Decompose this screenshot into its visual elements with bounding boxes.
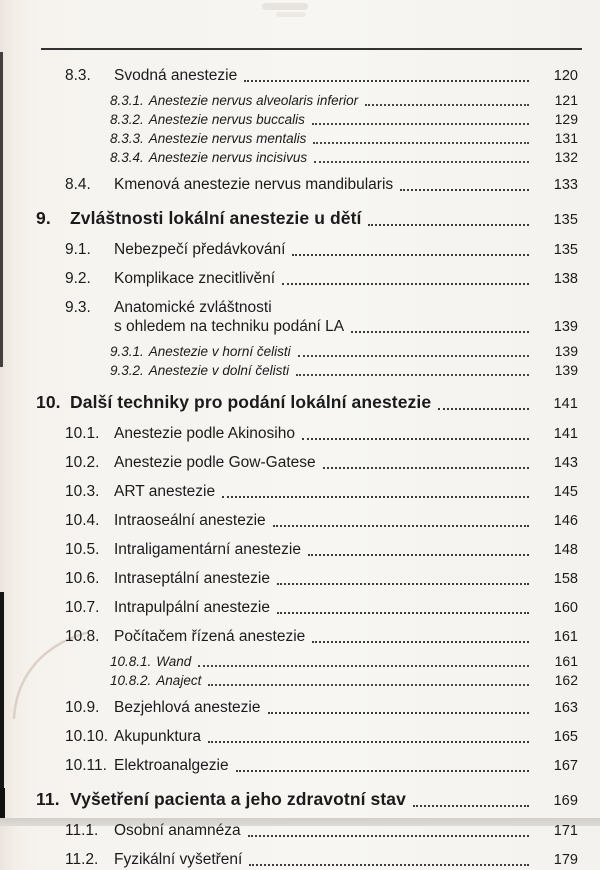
dot-leader <box>296 374 529 376</box>
toc-entry-number: 10.6. <box>65 570 100 587</box>
toc-entry-body <box>70 391 578 415</box>
dot-leader <box>312 641 529 643</box>
toc-entry <box>0 569 600 589</box>
toc-entry-title: Anestezie podle Gow-Gatese <box>114 454 316 471</box>
toc-entry-title: Elektroanalgezie <box>114 757 229 774</box>
toc-entry-title: Kmenová anestezie nervus mandibularis <box>114 176 394 193</box>
toc-entry-page-number: 143 <box>553 455 578 471</box>
toc-entry-title-line <box>114 175 578 195</box>
toc-entry-page-number: 139 <box>554 343 578 359</box>
toc-entry-title: Anaject <box>156 673 202 688</box>
toc-entry-page-number: 169 <box>553 793 578 809</box>
dot-leader <box>208 684 529 686</box>
toc-entry-page-number: 139 <box>554 362 578 378</box>
dot-leader <box>249 864 529 866</box>
toc-entry-title-line <box>156 653 578 670</box>
toc-entry-title-line <box>114 698 578 718</box>
toc-entry-page-number: 179 <box>553 852 578 868</box>
toc-entry-page-number: 133 <box>553 177 578 193</box>
toc-entry-page-number: 146 <box>553 513 578 529</box>
toc-entry-page-number: 163 <box>553 700 578 716</box>
toc-entry <box>0 130 600 147</box>
toc-entry-title-line <box>114 424 578 444</box>
toc-entry-title-line <box>114 453 578 473</box>
dot-leader <box>298 355 529 357</box>
toc-entry-title: Nebezpečí předávkování <box>114 241 286 258</box>
toc-entry-number: 8.3. <box>65 67 91 84</box>
toc-entry-title-line <box>156 672 578 689</box>
dot-leader <box>312 123 529 125</box>
toc-entry <box>0 362 600 379</box>
toc-entry <box>0 207 600 231</box>
toc-entry-title-line <box>114 240 578 260</box>
toc-entry <box>0 727 600 747</box>
toc-entry-title: Anestezie nervus mentalis <box>148 131 307 146</box>
toc-entry-title: Zvláštnosti lokální anestezie u dětí <box>70 208 362 228</box>
toc-entry <box>0 788 600 812</box>
toc-entry-body <box>114 540 578 560</box>
dot-leader <box>400 189 529 191</box>
toc-entry-title-line <box>70 207 578 231</box>
toc-entry-title-line <box>149 362 578 379</box>
dot-leader <box>323 467 529 469</box>
toc-entry-title-line <box>114 482 578 502</box>
dot-leader <box>368 224 529 226</box>
dot-leader <box>248 835 529 837</box>
toc-entry-title: Další techniky pro podání lokální anestezie <box>70 392 432 412</box>
toc-entry-title-line <box>149 149 578 166</box>
toc-entry-title-line <box>114 727 578 747</box>
toc-entry-number: 9.3.2. <box>110 363 144 378</box>
toc-entry-title: Akupunktura <box>114 728 202 745</box>
toc-entry-number: 10.2. <box>65 454 100 471</box>
toc-entry <box>0 298 600 337</box>
toc-entry-body <box>149 149 578 166</box>
toc-entry-page-number: 165 <box>553 729 578 745</box>
toc-entry <box>0 672 600 689</box>
page-top-rule <box>41 48 582 50</box>
toc-entry-body <box>114 66 578 86</box>
toc-entry-title-continued: s ohledem na techniku podání LA <box>114 318 345 335</box>
toc-entry-title-line <box>149 130 578 147</box>
toc-entry-title: Anestezie nervus alveolaris inferior <box>148 93 359 108</box>
dot-leader <box>198 665 529 667</box>
toc-entry-number: 10.3. <box>65 483 100 500</box>
toc-entry <box>0 698 600 718</box>
toc-entry-number: 10.4. <box>65 512 100 529</box>
toc-entry-title: Fyzikální vyšetření <box>114 851 243 868</box>
toc-entry-title-line <box>114 66 578 86</box>
toc-entry-title: Anestezie v dolní čelisti <box>148 363 290 378</box>
toc-entry-number: 8.3.2. <box>110 112 144 127</box>
toc-entry-title-line <box>114 850 578 870</box>
dot-leader <box>302 438 529 440</box>
toc-entry <box>0 482 600 502</box>
dot-leader <box>222 496 529 498</box>
toc-entry-number: 10.8.2. <box>110 673 152 688</box>
toc-entry-body <box>149 111 578 128</box>
toc-entry <box>0 850 600 870</box>
toc-entry <box>0 540 600 560</box>
toc-entry-title: Bezjehlová anestezie <box>114 699 261 716</box>
toc-entry-number: 8.3.1. <box>110 93 144 108</box>
toc-entry-title: Počítačem řízená anestezie <box>114 628 306 645</box>
table-of-contents <box>0 57 600 870</box>
toc-entry-number: 11.1. <box>65 822 99 839</box>
toc-entry-title-line <box>114 511 578 531</box>
toc-entry <box>0 653 600 670</box>
dot-leader <box>308 554 529 556</box>
toc-entry-body <box>149 343 578 360</box>
toc-entry <box>0 92 600 109</box>
toc-entry-number: 11. <box>36 789 60 809</box>
toc-entry-number: 9.3. <box>65 299 91 316</box>
toc-entry-page-number: 161 <box>553 629 578 645</box>
toc-entry-body <box>114 240 578 260</box>
toc-entry-body <box>156 672 578 689</box>
toc-entry-title-line <box>149 111 578 128</box>
toc-entry-title-line <box>149 343 578 360</box>
toc-entry <box>0 149 600 166</box>
toc-entry-title: Anatomické zvláštnosti <box>114 299 272 316</box>
dot-leader <box>244 80 529 82</box>
dot-leader <box>236 770 529 772</box>
toc-entry-page-number: 158 <box>553 571 578 587</box>
toc-entry-title: Anestezie v horní čelisti <box>148 344 291 359</box>
toc-entry-page-number: 120 <box>553 68 578 84</box>
toc-entry-title-line <box>114 598 578 618</box>
toc-entry-number: 9. <box>36 208 51 228</box>
dot-leader <box>413 805 529 807</box>
toc-entry-body <box>114 511 578 531</box>
toc-entry-page-number: 160 <box>553 600 578 616</box>
toc-entry-number: 11.2. <box>65 851 99 868</box>
toc-entry-title: Intraseptální anestezie <box>114 570 270 587</box>
toc-entry-title-line <box>114 756 578 776</box>
toc-entry-body <box>149 362 578 379</box>
toc-entry-body <box>114 298 578 337</box>
toc-entry-page-number: 162 <box>554 672 578 688</box>
toc-entry <box>0 627 600 647</box>
toc-entry-number: 8.3.3. <box>110 131 144 146</box>
toc-entry-body <box>114 269 578 289</box>
toc-entry-page-number: 171 <box>553 823 578 839</box>
toc-entry <box>0 453 600 473</box>
toc-entry-body <box>114 569 578 589</box>
toc-entry-title: Komplikace znecitlivění <box>114 270 276 287</box>
toc-entry-body <box>114 627 578 647</box>
toc-entry-page-number: 167 <box>553 758 578 774</box>
toc-entry-title-line <box>114 298 578 317</box>
toc-entry-page-number: 131 <box>554 130 578 146</box>
dot-leader <box>314 161 529 163</box>
toc-entry-number: 10.1. <box>65 425 100 442</box>
dot-leader <box>277 583 529 585</box>
dot-leader <box>292 254 529 256</box>
toc-entry <box>0 424 600 444</box>
toc-entry-title: Vyšetření pacienta a jeho zdravotní stav <box>70 789 406 809</box>
toc-entry-body <box>114 756 578 776</box>
toc-entry-body <box>70 788 578 812</box>
toc-entry-title-line <box>114 627 578 647</box>
toc-entry-body <box>149 130 578 147</box>
dot-leader <box>282 283 529 285</box>
toc-entry-page-number: 139 <box>553 319 578 335</box>
toc-entry-body <box>114 175 578 195</box>
toc-entry-title-line <box>114 269 578 289</box>
toc-entry-title: Intraligamentární anestezie <box>114 541 301 558</box>
toc-entry-number: 10.9. <box>65 699 100 716</box>
toc-entry-page-number: 129 <box>554 111 578 127</box>
dot-leader <box>208 741 529 743</box>
toc-entry <box>0 343 600 360</box>
toc-entry-body <box>114 821 578 841</box>
toc-entry-title-line <box>114 540 578 560</box>
toc-entry-title: Intrapulpální anestezie <box>114 599 270 616</box>
toc-entry <box>0 756 600 776</box>
toc-entry-body <box>114 424 578 444</box>
toc-entry-page-number: 135 <box>553 242 578 258</box>
toc-entry-number: 10.11. <box>65 757 107 774</box>
toc-entry-body <box>114 482 578 502</box>
toc-entry-number: 8.3.4. <box>110 150 144 165</box>
scan-smudge-artifact <box>262 3 308 10</box>
toc-entry-title: Anestezie nervus buccalis <box>148 112 305 127</box>
toc-entry-page-number: 132 <box>554 149 578 165</box>
toc-entry <box>0 66 600 86</box>
toc-entry-number: 10.7. <box>65 599 100 616</box>
toc-entry <box>0 269 600 289</box>
toc-entry-title: Anestezie podle Akinosiho <box>114 425 295 442</box>
toc-entry-title: ART anestezie <box>114 483 216 500</box>
toc-entry <box>0 111 600 128</box>
toc-entry-body <box>156 653 578 670</box>
toc-entry-number: 8.4. <box>65 176 91 193</box>
toc-entry-body <box>114 598 578 618</box>
toc-entry-number: 10.5. <box>65 541 100 558</box>
toc-entry-number: 10.8.1. <box>110 654 152 669</box>
dot-leader <box>365 104 529 106</box>
dot-leader <box>268 712 530 714</box>
toc-entry-page-number: 145 <box>553 484 578 500</box>
toc-entry-page-number: 138 <box>553 271 578 287</box>
dot-leader <box>351 331 529 333</box>
toc-entry-number: 10. <box>36 392 61 412</box>
toc-entry-title: Svodná anestezie <box>114 67 238 84</box>
toc-entry-body <box>114 727 578 747</box>
dot-leader <box>438 408 529 410</box>
toc-entry-title-line <box>114 821 578 841</box>
toc-entry-title-line <box>114 317 578 337</box>
toc-entry-page-number: 135 <box>553 212 578 228</box>
toc-entry-title-line <box>70 391 578 415</box>
toc-entry-title: Intraoseální anestezie <box>114 512 266 529</box>
toc-entry-title-line <box>149 92 578 109</box>
dot-leader <box>273 525 529 527</box>
toc-entry-title: Osobní anamnéza <box>114 822 241 839</box>
toc-entry <box>0 821 600 841</box>
toc-entry-title-line <box>114 569 578 589</box>
toc-entry <box>0 598 600 618</box>
dot-leader <box>313 142 529 144</box>
toc-entry-number: 10.8. <box>65 628 100 645</box>
toc-entry-body <box>70 207 578 231</box>
toc-entry-number: 9.1. <box>65 241 91 258</box>
toc-entry <box>0 511 600 531</box>
toc-entry-body <box>114 453 578 473</box>
toc-entry-page-number: 141 <box>553 396 578 412</box>
dot-leader <box>277 612 529 614</box>
toc-entry-title: Anestezie nervus incisivus <box>148 150 308 165</box>
toc-entry-page-number: 141 <box>553 426 578 442</box>
toc-entry <box>0 175 600 195</box>
toc-entry-title: Wand <box>156 654 192 669</box>
toc-entry <box>0 240 600 260</box>
scan-smudge-artifact <box>276 12 306 17</box>
toc-entry-title-line <box>70 788 578 812</box>
toc-entry-page-number: 121 <box>554 92 578 108</box>
toc-entry-body <box>114 850 578 870</box>
toc-entry-page-number: 161 <box>554 653 578 669</box>
toc-entry-body <box>114 698 578 718</box>
toc-entry-number: 9.2. <box>65 270 91 287</box>
toc-entry-number: 10.10. <box>65 728 109 745</box>
toc-entry <box>0 391 600 415</box>
toc-entry-body <box>149 92 578 109</box>
toc-entry-page-number: 148 <box>553 542 578 558</box>
toc-entry-number: 9.3.1. <box>110 344 144 359</box>
